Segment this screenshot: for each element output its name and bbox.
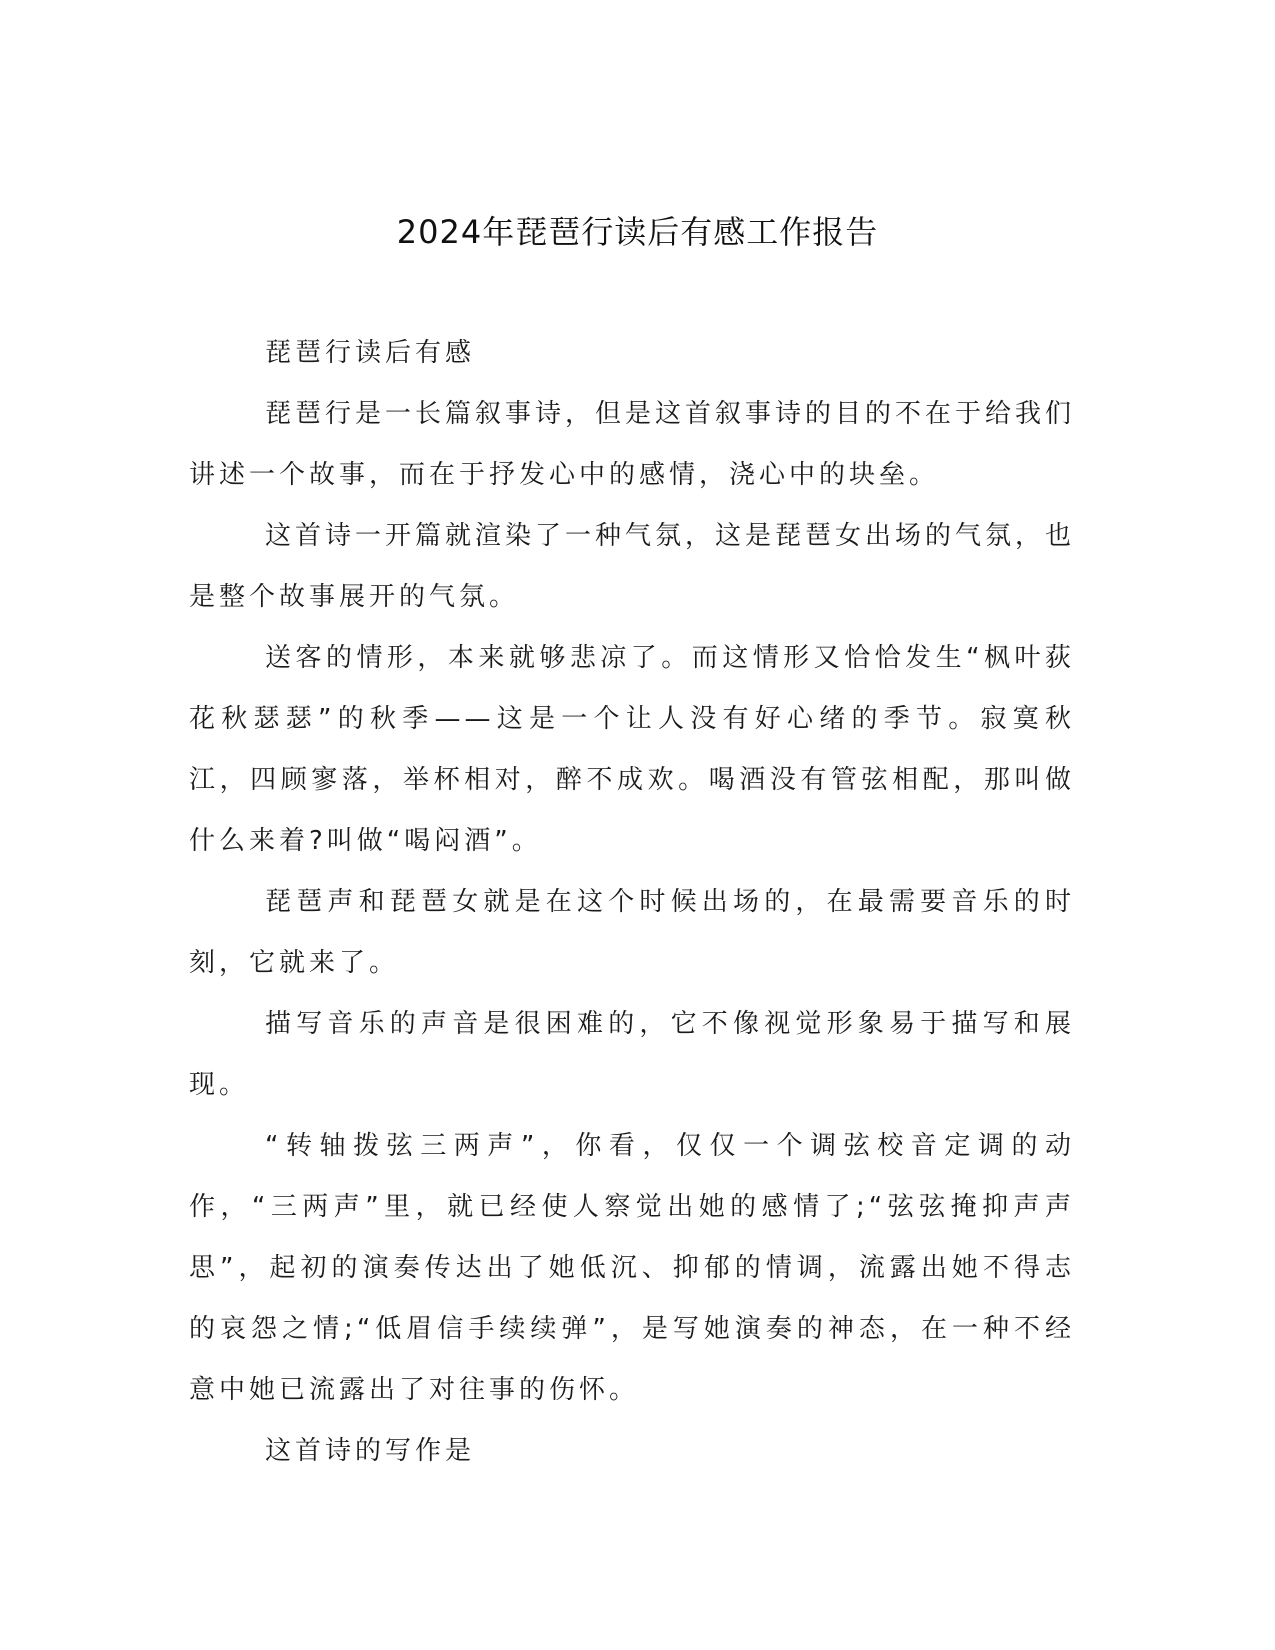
paragraph: “转轴拨弦三两声”，你看，仅仅一个调弦校音定调的动作，“三两声”里，就已经使人察觉出她的感情了;“弦弦掩抑声声思”，起初的演奏传达出了她低沉、抑郁的情调，流露出她不得志的哀怨之情;“低眉信手续续弹”，是写她演奏的神态，在一种不经意中她已流露出了对往事的伤怀。 [189, 1131, 1075, 1405]
paragraph: 琵琶声和琵琶女就是在这个时候出场的，在最需要音乐的时刻，它就来了。 [189, 887, 1075, 978]
paragraph: 这首诗的写作是 [265, 1436, 476, 1466]
paragraph-heading: 琵琶行读后有感 [265, 338, 476, 368]
paragraph: 琵琶行是一长篇叙事诗，但是这首叙事诗的目的不在于给我们讲述一个故事，而在于抒发心中的感情，浇心中的块垒。 [189, 399, 1076, 490]
document-body [189, 323, 1075, 1482]
paragraph: 描写音乐的声音是很困难的，它不像视觉形象易于描写和展现。 [189, 1009, 1075, 1100]
paragraph: 送客的情形，本来就够悲凉了。而这情形又恰恰发生“枫叶荻花秋瑟瑟”的秋季——这是一个让人没有好心绪的季节。寂寞秋江，四顾寥落，举杯相对，醉不成欢。喝酒没有管弦相配，那叫做什么来着?叫做“喝闷酒”。 [189, 643, 1075, 856]
document-title: 2024年琵琶行读后有感工作报告 [396, 213, 879, 251]
paragraph: 这首诗一开篇就渲染了一种气氛，这是琵琶女出场的气氛，也是整个故事展开的气氛。 [189, 521, 1076, 612]
